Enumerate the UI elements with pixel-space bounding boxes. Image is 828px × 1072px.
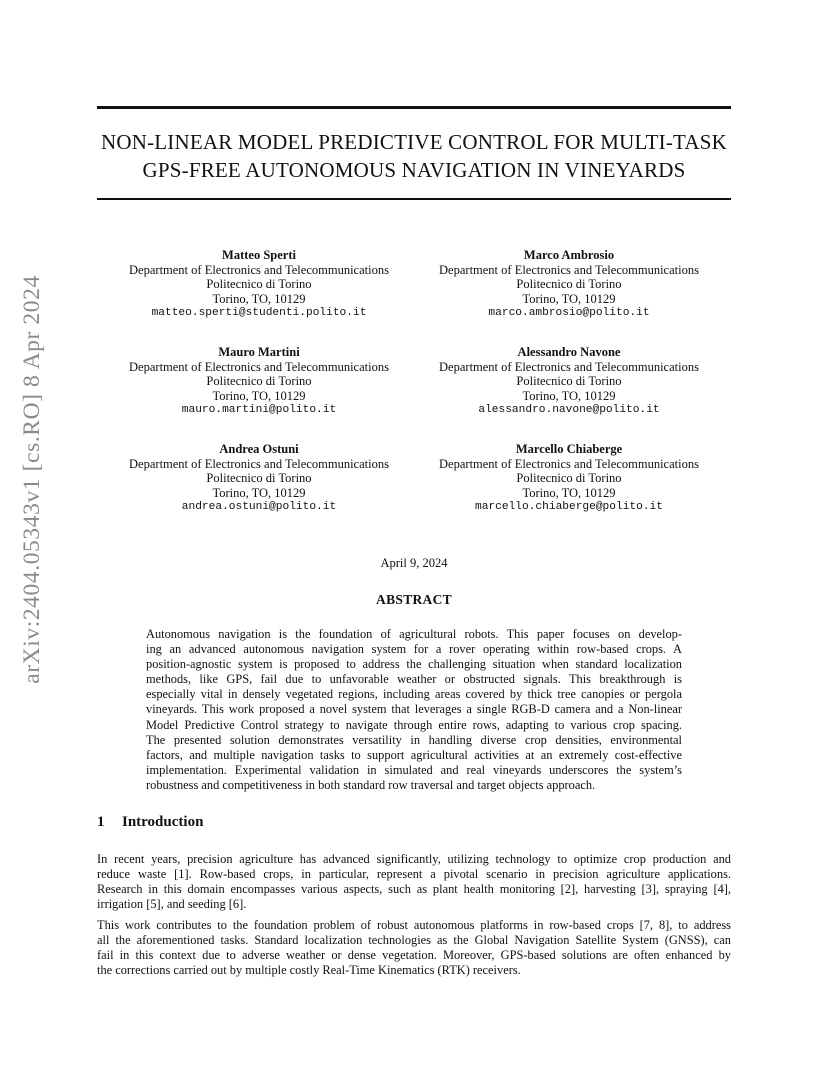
author-card <box>109 442 409 515</box>
author-address: Torino, TO, 10129 <box>522 388 616 403</box>
author-address: Torino, TO, 10129 <box>212 485 306 500</box>
section-heading-introduction <box>97 814 203 831</box>
body-paragraph <box>97 852 731 912</box>
paragraph-line: irrigation [5], and seeding [6]. <box>97 896 247 911</box>
author-name: Andrea Ostuni <box>219 442 299 456</box>
author-email[interactable]: andrea.ostuni@polito.it <box>181 501 337 514</box>
abstract-line: Model Predictive Control strategy to navigate through entire rows, adapting to various crop spacing. <box>146 717 682 732</box>
author-card <box>419 345 719 418</box>
section-number: 1 <box>97 814 105 830</box>
author-institution: Politecnico di Torino <box>206 277 312 292</box>
author-institution: Politecnico di Torino <box>206 374 312 389</box>
arxiv-identifier-stamp <box>16 274 48 684</box>
paragraph-line: fail in this context due to adverse weather or dense vegetation. Moreover, GPS-based solutions are often enhanced by <box>97 947 731 962</box>
author-department: Department of Electronics and Telecommunications <box>439 456 699 471</box>
abstract-line: The presented solution demonstrates versatility in handling diverse crop densities, environmental <box>146 732 682 747</box>
author-address: Torino, TO, 10129 <box>212 388 306 403</box>
paragraph-line: reduce waste [1]. Row-based crops, in particular, represent a pivotal scenario in precision agriculture applications. <box>97 866 731 881</box>
author-card <box>109 345 409 418</box>
paragraph-line: In recent years, precision agriculture has advanced significantly, utilizing technology to optimize crop production and <box>97 852 731 866</box>
author-name: Mauro Martini <box>218 345 300 359</box>
author-department: Department of Electronics and Telecommunications <box>439 359 699 374</box>
author-card <box>419 248 719 321</box>
paragraph-line: the corrections carried out by multiple costly Real-Time Kinematics (RTK) receivers. <box>97 962 521 977</box>
author-department: Department of Electronics and Telecommunications <box>129 359 389 374</box>
author-card <box>419 442 719 515</box>
author-institution: Politecnico di Torino <box>516 277 622 292</box>
author-department: Department of Electronics and Telecommunications <box>129 262 389 277</box>
paragraph-line: all the aforementioned tasks. Standard localization technologies as the Global Navigation Satellite System (GNSS), can <box>97 932 731 947</box>
abstract-body <box>146 627 682 793</box>
author-email[interactable]: matteo.sperti@studenti.polito.it <box>151 307 367 320</box>
author-address: Torino, TO, 10129 <box>212 291 306 306</box>
abstract-line: robustness and competitiveness in both standard row traversal and target objects approach. <box>146 777 596 792</box>
publication-date: April 9, 2024 <box>380 556 448 570</box>
body-paragraph <box>97 918 731 978</box>
paper-title <box>90 128 738 184</box>
abstract-line: methods, like GPS, fail due to unfavorable weather or obstructed signals. This breakthrough is <box>146 672 682 687</box>
abstract-line: especially vital in densely vegetated regions, including areas covered by thick tree canopies or pergola <box>146 687 682 702</box>
paragraph-line: This work contributes to the foundation problem of robust autonomous platforms in row-based crops [7, 8], to address <box>97 918 731 932</box>
author-department: Department of Electronics and Telecommunications <box>439 262 699 277</box>
author-name: Alessandro Navone <box>517 345 621 359</box>
section-title: Introduction <box>122 814 204 830</box>
abstract-line: vineyards. This work proposed a novel system that leverages a single RGB-D camera and a Non-linear <box>146 702 682 717</box>
author-address: Torino, TO, 10129 <box>522 291 616 306</box>
author-email[interactable]: mauro.martini@polito.it <box>181 404 337 417</box>
title-line-1: NON-LINEAR MODEL PREDICTIVE CONTROL FOR MULTI-TASK <box>100 130 728 154</box>
author-name: Marco Ambrosio <box>523 248 615 262</box>
paragraph-line: Research in this domain encompasses various aspects, such as plant health monitoring [2], harvesting [3], spraying [4], <box>97 881 731 896</box>
title-line-2: GPS-FREE AUTONOMOUS NAVIGATION IN VINEYARDS <box>142 158 686 182</box>
abstract-line: position-agnostic system is proposed to address the challenging situation when standard localization <box>146 657 682 672</box>
abstract-line: factors, and multiple navigation tasks to support agricultural activities at an extremely cost-effective <box>146 747 682 762</box>
author-name: Matteo Sperti <box>222 248 296 262</box>
author-name: Marcello Chiaberge <box>515 442 623 456</box>
abstract-heading: ABSTRACT <box>376 592 452 607</box>
abstract-line: implementation. Experimental validation in simulated and real vineyards underscores the system’s <box>146 762 682 777</box>
abstract-line: Autonomous navigation is the foundation of agricultural robots. This paper focuses on develop- <box>146 627 682 641</box>
author-department: Department of Electronics and Telecommunications <box>129 456 389 471</box>
author-institution: Politecnico di Torino <box>206 471 312 486</box>
author-email[interactable]: marco.ambrosio@polito.it <box>488 307 650 320</box>
author-institution: Politecnico di Torino <box>516 374 622 389</box>
arxiv-identifier-text: arXiv:2404.05343v1 [cs.RO] 8 Apr 2024 <box>18 274 45 684</box>
author-email[interactable]: alessandro.navone@polito.it <box>478 404 660 417</box>
title-bottom-rule <box>97 198 731 200</box>
author-institution: Politecnico di Torino <box>516 471 622 486</box>
abstract-line: ing an advanced autonomous navigation system for a rover operating within row-based crops. A <box>146 642 682 657</box>
author-address: Torino, TO, 10129 <box>522 485 616 500</box>
author-card <box>109 248 409 321</box>
title-top-rule <box>97 106 731 109</box>
author-email[interactable]: marcello.chiaberge@polito.it <box>475 501 663 514</box>
